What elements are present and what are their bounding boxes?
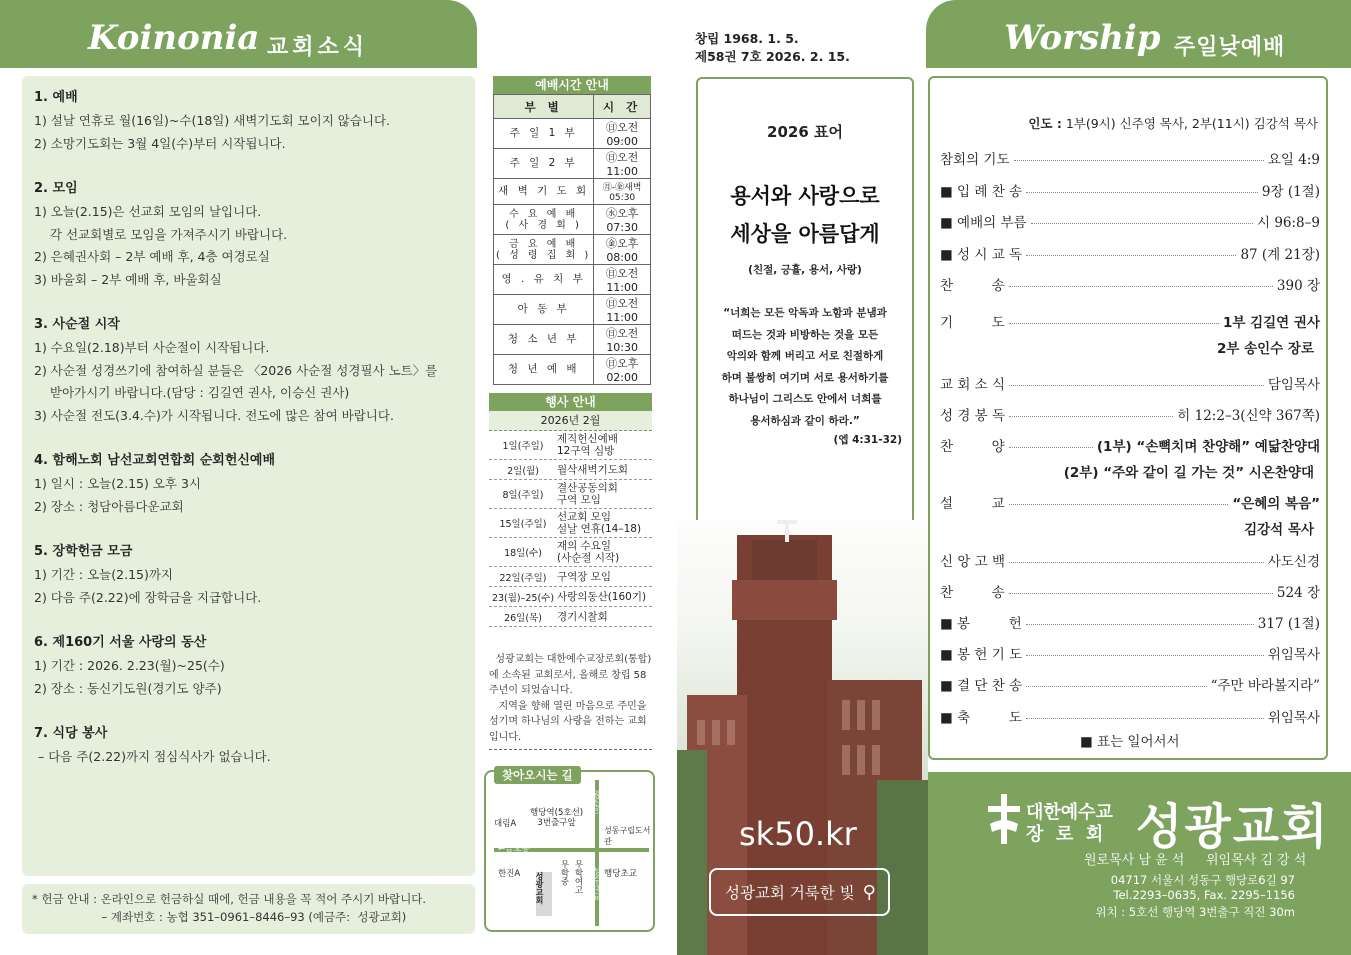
- event-row: [489, 509, 652, 538]
- news-body: 1) 기간 : 2026. 2.23(월)~25(수) 2) 장소 : 동신기도원(경기도 양주): [34, 658, 225, 696]
- worship-item: [940, 612, 1320, 632]
- worship-item-label: 찬 송: [940, 278, 1005, 294]
- koinonia-title: 교회소식: [267, 35, 369, 60]
- worship-item-label: 찬 양: [940, 439, 1005, 455]
- dot-leader: [1009, 323, 1219, 324]
- event-date: 8일(주일): [502, 490, 544, 501]
- worship-header: [926, 0, 1351, 68]
- schedule-time: ㊌오후 07:30: [594, 205, 651, 235]
- event-desc: 선교회 모임 설날 연휴(14–18): [557, 511, 642, 535]
- church-footer: [928, 772, 1351, 955]
- worship-item-value: 요일 4:9: [1267, 152, 1320, 168]
- service-schedule: [493, 76, 651, 385]
- worship-item: [940, 148, 1320, 168]
- map-label-muhak-girls: 무학여고: [573, 860, 583, 894]
- worship-item: [940, 243, 1320, 263]
- news-section: [34, 177, 463, 291]
- dot-leader: [1026, 718, 1264, 719]
- event-row: [489, 607, 652, 627]
- worship-item: [940, 311, 1320, 331]
- schedule-row: [494, 295, 651, 325]
- schedule-time: ㊎오후 08:00: [594, 235, 651, 265]
- motto-line2: 세상을 아름답게: [730, 222, 880, 246]
- dot-leader: [1009, 416, 1173, 417]
- worship-item: [940, 404, 1320, 424]
- event-date: 22일(주일): [499, 572, 547, 584]
- news-heading: 7. 식당 봉사: [34, 726, 108, 741]
- worship-item: [940, 492, 1320, 512]
- worship-item: [940, 550, 1320, 570]
- event-row: [489, 538, 652, 567]
- event-date: 18일(수): [504, 548, 542, 559]
- schedule-row: [494, 265, 651, 295]
- koinonia-header: [0, 0, 477, 68]
- news-section: [34, 631, 463, 700]
- map-label-muhak-middle: 무학중: [559, 860, 569, 886]
- church-news-panel: [22, 76, 475, 876]
- worship-item: [940, 674, 1320, 694]
- worship-title: 주일낮예배: [1174, 35, 1286, 60]
- dot-leader: [1026, 192, 1258, 193]
- issue-number: 제58권 7호 2026. 2. 15.: [695, 49, 850, 64]
- map-label-wangsimni: 왕십리: [591, 790, 601, 816]
- worship-item-value: 317 (1절): [1257, 616, 1320, 632]
- church-intro-note: 성광교회는 대한예수교장로회(통합) 에 소속된 교회로서, 올해로 창립 58 주년이 되었습니다. 지역을 향해 열린 마음으로 주민을 섬기며 하나님의 사랑을 전하는 교회 입니다.: [489, 652, 652, 750]
- schedule-dept: 아 동 부: [494, 295, 594, 325]
- news-body: – 다음 주(2.22)까지 점심식사가 없습니다.: [34, 749, 271, 764]
- worship-item-value: 히 12:2–3(신약 367쪽): [1177, 408, 1320, 424]
- event-desc: 사랑의동산(160기): [557, 590, 647, 603]
- senior-pastor: 위임목사 김 강 석: [1206, 853, 1307, 868]
- map-label-hanjin: 한진A: [498, 869, 521, 879]
- dot-leader: [1014, 160, 1264, 161]
- church-name: 성광교회: [1136, 799, 1330, 855]
- worship-item-value: 390 장: [1276, 278, 1320, 294]
- worship-item-value: 524 장: [1276, 585, 1320, 601]
- worship-item-label: 신 앙 고 백: [940, 554, 1006, 570]
- map-label-daerim: 대림A: [494, 819, 517, 829]
- koinonia-script-title: Koinonia: [88, 18, 260, 58]
- news-heading: 4. 함해노회 남선교회연합회 순회헌신예배: [34, 453, 276, 468]
- dot-leader: [1009, 447, 1093, 448]
- directions-map: [484, 770, 655, 932]
- news-body: 1) 오늘(2.15)은 선교회 모임의 날입니다. 각 선교회별로 모임을 가져주시기 바랍니다. 2) 은혜권사회 – 2부 예배 후, 4층 여경로실 3) 바울회 – 2부 예배 후, 바울회실: [34, 204, 288, 287]
- schedule-time: ㊐오전 10:30: [594, 325, 651, 355]
- schedule-dept: 청 소 년 부: [494, 325, 594, 355]
- worship-item-value: (1부) “손뼉치며 찬양해” 예닮찬양대: [1096, 439, 1320, 455]
- schedule-time: ㊐오전 11:00: [594, 295, 651, 325]
- news-section: [34, 449, 463, 518]
- worship-item-label: 성 경 봉 독: [940, 408, 1006, 424]
- news-body: 1) 설날 연휴로 월(16일)~수(18일) 새벽기도회 모이지 않습니다. 2) 소망기도회는 3월 4일(수)부터 시작됩니다.: [34, 113, 391, 151]
- worship-item: [940, 211, 1320, 231]
- news-heading: 6. 제160기 서울 사랑의 동산: [34, 635, 207, 650]
- emeritus-pastor: 원로목사 남 윤 석: [1084, 853, 1185, 868]
- worship-order-panel: [928, 76, 1328, 760]
- schedule-row: [494, 325, 651, 355]
- event-row: [489, 567, 652, 587]
- event-date: 26일(목): [504, 612, 542, 624]
- event-row: [489, 431, 652, 460]
- schedule-dept: 주 일 1 부: [494, 119, 594, 149]
- website[interactable]: sk50.kr: [739, 815, 857, 853]
- news-body: 1) 일시 : 오늘(2.15) 오후 3시 2) 장소 : 청담아름다운교회: [34, 476, 201, 514]
- worship-item-label: 참회의 기도: [940, 152, 1010, 168]
- event-desc: 결산공동의회 구역 모임: [557, 482, 618, 506]
- schedule-title: 예배시간 안내: [493, 76, 651, 94]
- map-label-church: 성광교회: [535, 872, 544, 904]
- worship-item: [940, 373, 1320, 393]
- event-date: 15일(주일): [499, 519, 547, 530]
- phone-fax: Tel.2293–0635, Fax. 2295–1156: [1113, 888, 1295, 902]
- worship-item-value2: (2부) “주와 같이 길 가는 것” 시온찬양대: [1063, 465, 1314, 481]
- event-row: [489, 460, 652, 480]
- map-label-library: 성동구립도서관: [604, 826, 651, 846]
- news-heading: 3. 사순절 시작: [34, 317, 120, 332]
- events-title: 행사 안내: [489, 393, 652, 411]
- schedule-dept: 영 . 유 치 부: [494, 265, 594, 295]
- worship-item-label: ■ 축 도: [940, 710, 1022, 726]
- worship-item-label: 설 교: [940, 496, 1005, 512]
- worship-item-value: 담임목사: [1267, 377, 1320, 393]
- news-heading: 2. 모임: [34, 181, 78, 196]
- schedule-row: [494, 179, 651, 205]
- worship-item-label: ■ 입 례 찬 송: [940, 184, 1023, 200]
- worship-item-label: ■ 봉 헌 기 도: [940, 647, 1023, 663]
- dot-leader: [1009, 385, 1264, 386]
- schedule-row: [494, 119, 651, 149]
- schedule-row: [494, 205, 651, 235]
- worship-item-label: 찬 송: [940, 585, 1005, 601]
- schedule-row: [494, 355, 651, 385]
- news-body: 1) 기간 : 오늘(2.15)까지 2) 다음 주(2.22)에 장학금을 지급합니다.: [34, 567, 262, 605]
- worship-item-value: 9장 (1절): [1261, 184, 1320, 200]
- directions-title: 찾아오시는 길: [494, 766, 581, 784]
- news-heading: 1. 예배: [34, 90, 78, 105]
- leader-label: 인도 :: [1028, 116, 1062, 131]
- worship-item-label: ■ 성 시 교 독: [940, 247, 1023, 263]
- worship-item-value: 87 (계 21장): [1240, 247, 1320, 263]
- schedule-col-dept: 부 별: [494, 95, 594, 119]
- event-row: [489, 480, 652, 509]
- map-label-geumho: ←금호동: [498, 844, 530, 854]
- map-label-seongsu: 성수대교: [591, 867, 601, 901]
- event-desc: 구역장 모임: [557, 570, 612, 583]
- motto-year: 2026 표어: [767, 123, 843, 141]
- event-date: 23(월)–25(수): [491, 592, 555, 604]
- worship-item-value2: 김강석 목사: [1244, 522, 1314, 538]
- motto-keywords: (친절, 긍휼, 용서, 사랑): [748, 264, 862, 276]
- worship-item-value: 1부 김길연 권사: [1222, 315, 1320, 331]
- news-body: 1) 수요일(2.18)부터 사순절이 시작됩니다. 2) 사순절 성경쓰기에 참여하실 분들은 〈2026 사순절 성경필사 노트〉를 받아가시기 바랍니다.(담당 : 김길연 권사, 이승신 권사) 3) 사순절 전도(3.4.수)가 시작됩니다. 전도에 많은 참여 바랍니다.: [34, 340, 438, 423]
- schedule-col-time: 시 간: [594, 95, 651, 119]
- worship-item-value: 위임목사: [1267, 710, 1320, 726]
- schedule-dept: 새 벽 기 도 회: [494, 179, 594, 205]
- schedule-time: ㊐오전 11:00: [594, 265, 651, 295]
- schedule-dept: 주 일 2 부: [494, 149, 594, 179]
- motto-verse: “너희는 모든 악독과 노함과 분냄과 떠드는 것과 비방하는 것을 모든 악의와 함께 버리고 서로 친절하게 하며 불쌍히 여기며 서로 용서하기를 하나님이 그리스도 안에서 너희를 용서하심과 같이 하라.”: [721, 307, 889, 427]
- location: 위치 : 5호선 행당역 3번출구 직진 30m: [1095, 905, 1295, 919]
- worship-item-value: “주만 바라볼지라”: [1210, 678, 1320, 694]
- news-section: [34, 722, 463, 769]
- worship-item: [940, 274, 1320, 294]
- worship-item-value2: 2부 송인수 장로: [1216, 341, 1314, 357]
- verse-reference: (엡 4:31-32): [833, 434, 902, 446]
- dot-leader: [1009, 286, 1273, 287]
- dot-leader: [1026, 686, 1207, 687]
- search-text: 성광교회 거룩한 빛: [725, 884, 855, 902]
- worship-item: [940, 706, 1320, 726]
- stand-note: ■ 표는 일어서서: [1080, 734, 1180, 750]
- schedule-dept: 금 요 예 배 ( 성 령 집 회 ): [494, 235, 594, 265]
- event-desc: 경기시찰회: [557, 610, 608, 623]
- worship-item-value: “은혜의 복음”: [1232, 496, 1320, 512]
- offering-note: * 헌금 안내 : 온라인으로 헌금하실 때에, 헌금 내용을 꼭 적어 주시기 바랍니다. – 계좌번호 : 농협 351–0961–8446–93 (예금주: 성광교회): [22, 884, 475, 934]
- schedule-dept: 청 년 예 배: [494, 355, 594, 385]
- church-logo-icon: [986, 794, 1022, 844]
- search-bar[interactable]: [709, 868, 890, 916]
- worship-item-label: ■ 봉 헌: [940, 616, 1022, 632]
- events-section: [489, 393, 652, 627]
- dot-leader: [1026, 655, 1264, 656]
- denomination-line2: 장 로 회: [1026, 824, 1104, 845]
- worship-script-title: Worship: [1004, 18, 1161, 58]
- schedule-time: ㊐오전 11:00: [594, 149, 651, 179]
- worship-item: [940, 435, 1320, 455]
- schedule-time: ㊐오후 02:00: [594, 355, 651, 385]
- event-date: 1일(주일): [502, 441, 544, 452]
- map-label-arrow: →: [638, 842, 646, 852]
- search-icon[interactable]: ⚲: [862, 881, 876, 903]
- news-heading: 5. 장학헌금 모금: [34, 544, 133, 559]
- schedule-row: [494, 149, 651, 179]
- worship-item-label: 교 회 소 식: [940, 377, 1006, 393]
- founded-date: 창립 1968. 1. 5.: [695, 31, 799, 46]
- worship-item-value: 사도신경: [1267, 554, 1320, 570]
- schedule-row: [494, 235, 651, 265]
- dot-leader: [1026, 255, 1236, 256]
- church-photo: [677, 520, 928, 955]
- map-label-elementary: 행당초교: [604, 869, 637, 879]
- worship-item-value: 위임목사: [1267, 647, 1320, 663]
- worship-item-label: ■ 예배의 부름: [940, 215, 1027, 231]
- motto-box: [696, 77, 914, 532]
- worship-item-label: ■ 결 단 찬 송: [940, 678, 1023, 694]
- event-row: [489, 587, 652, 607]
- worship-item: [940, 180, 1320, 200]
- news-section: [34, 540, 463, 609]
- dot-leader: [1009, 504, 1229, 505]
- worship-item-value: 시 96:8–9: [1257, 215, 1320, 231]
- worship-leader: [1028, 114, 1318, 132]
- news-section: [34, 313, 463, 427]
- dot-leader: [1031, 223, 1253, 224]
- worship-item-label: 기 도: [940, 315, 1005, 331]
- event-desc: 재의 수요일 (사순절 시작): [557, 540, 620, 564]
- issue-info: [695, 30, 850, 66]
- event-desc: 제직헌신예배 12구역 심방: [557, 433, 618, 457]
- dot-leader: [1009, 562, 1264, 563]
- dot-leader: [1026, 624, 1254, 625]
- dot-leader: [1009, 593, 1273, 594]
- map-label-station: 행당역(5호선) 3번출구앞: [530, 808, 584, 828]
- event-desc: 월삭새벽기도회: [557, 463, 629, 476]
- worship-item: [940, 581, 1320, 601]
- leader-names: 1부(9시) 신주영 목사, 2부(11시) 김강석 목사: [1065, 116, 1318, 131]
- schedule-dept: 수 요 예 배 ( 사 경 회 ): [494, 205, 594, 235]
- events-month: 2026년 2월: [489, 411, 652, 431]
- motto-line1: 용서와 사랑으로: [730, 184, 880, 208]
- schedule-time: ㊐오전 09:00: [594, 119, 651, 149]
- address: 04717 서울시 성동구 행당로6길 97: [1110, 873, 1295, 887]
- denomination-line1: 대한예수교: [1026, 802, 1113, 823]
- news-section: [34, 86, 463, 155]
- schedule-time: ㊊-㊎새벽 05:30: [594, 179, 651, 205]
- worship-item: [940, 643, 1320, 663]
- event-date: 2일(월): [507, 465, 539, 477]
